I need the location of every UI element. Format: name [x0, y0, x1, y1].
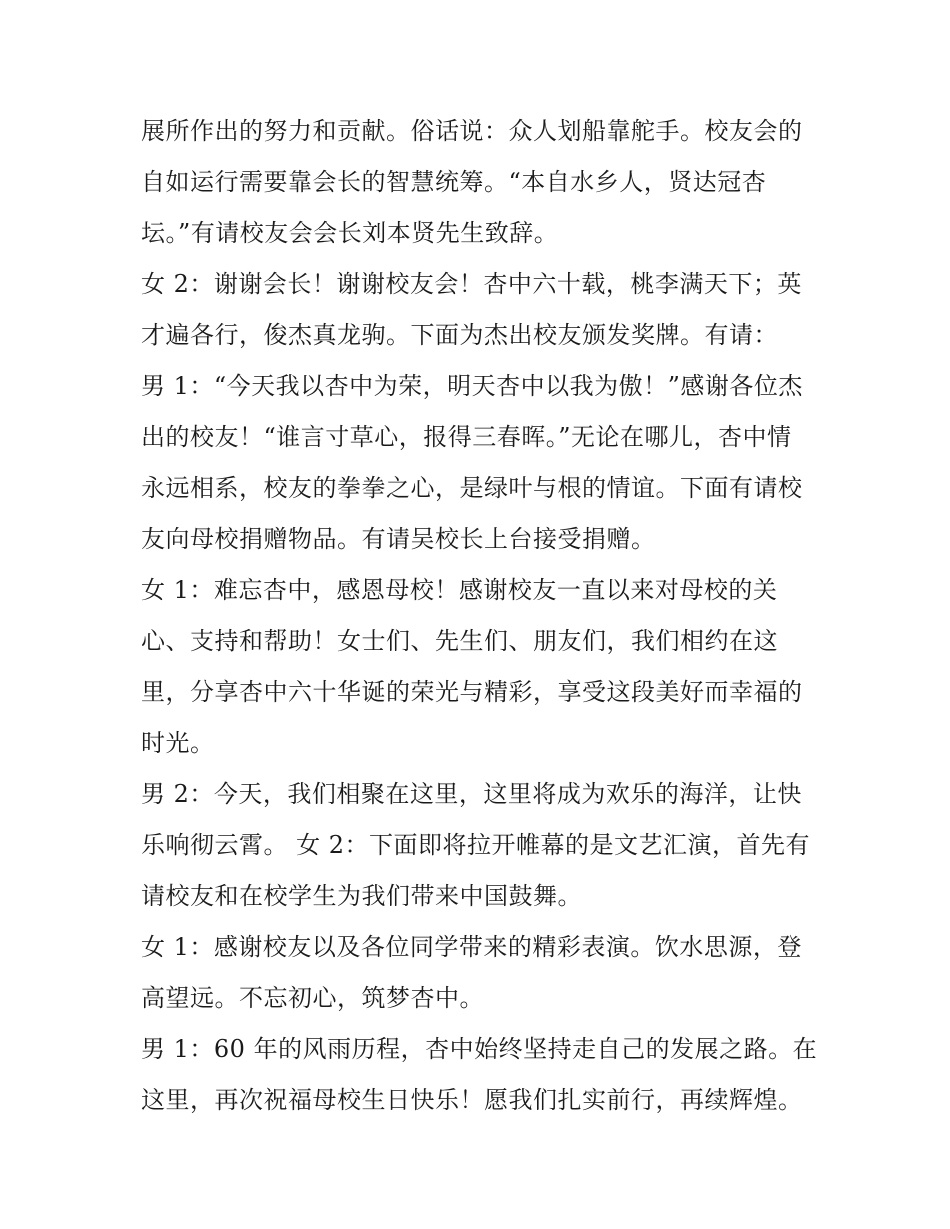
- text-line-17: 女 1：感谢校友以及各位同学带来的精彩表演。饮水思源，登: [141, 933, 802, 961]
- text-line-4: 女 2：谢谢会长！谢谢校友会！杏中六十载，桃李满天下；英: [141, 270, 802, 298]
- text-line-15: 乐响彻云霄。 女 2：下面即将拉开帷幕的是文艺汇演，首先有: [141, 831, 811, 859]
- document-body: [141, 106, 821, 1126]
- text-line-10: 女 1：难忘杏中，感恩母校！感谢校友一直以来对母校的关: [141, 576, 778, 604]
- text-line-8: 永远相系，校友的拳拳之心，是绿叶与根的情谊。下面有请校: [141, 474, 803, 502]
- text-line-3: 坛。”有请校友会会长刘本贤先生致辞。: [141, 219, 559, 247]
- text-line-16: 请校友和在校学生为我们带来中国鼓舞。: [141, 882, 582, 910]
- text-line-19: 男 1：60 年的风雨历程，杏中始终坚持走自己的发展之路。在: [141, 1035, 818, 1063]
- text-line-12: 里，分享杏中六十华诞的荣光与精彩，享受这段美好而幸福的: [141, 678, 803, 706]
- text-line-18: 高望远。不忘初心，筑梦杏中。: [141, 984, 484, 1012]
- text-line-2: 自如运行需要靠会长的智慧统筹。“本自水乡人，贤达冠杏: [141, 168, 767, 196]
- text-line-14: 男 2：今天，我们相聚在这里，这里将成为欢乐的海洋，让快: [141, 780, 802, 808]
- text-line-5: 才遍各行，俊杰真龙驹。下面为杰出校友颁发奖牌。有请：: [141, 321, 778, 349]
- text-line-6: 男 1：“今天我以杏中为荣，明天杏中以我为傲！”感谢各位杰: [141, 372, 803, 400]
- text-line-1: 展所作出的努力和贡献。俗话说：众人划船靠舵手。校友会的: [141, 117, 803, 145]
- text-line-20: 这里，再次祝福母校生日快乐！愿我们扎实前行，再续辉煌。: [141, 1086, 803, 1114]
- text-line-11: 心、支持和帮助！女士们、先生们、朋友们，我们相约在这: [141, 627, 778, 655]
- text-line-13: 时光。: [141, 729, 215, 757]
- text-line-7: 出的校友！“谁言寸草心，报得三春晖。”无论在哪儿，杏中情: [141, 423, 792, 451]
- text-line-9: 友向母校捐赠物品。有请吴校长上台接受捐赠。: [141, 525, 656, 553]
